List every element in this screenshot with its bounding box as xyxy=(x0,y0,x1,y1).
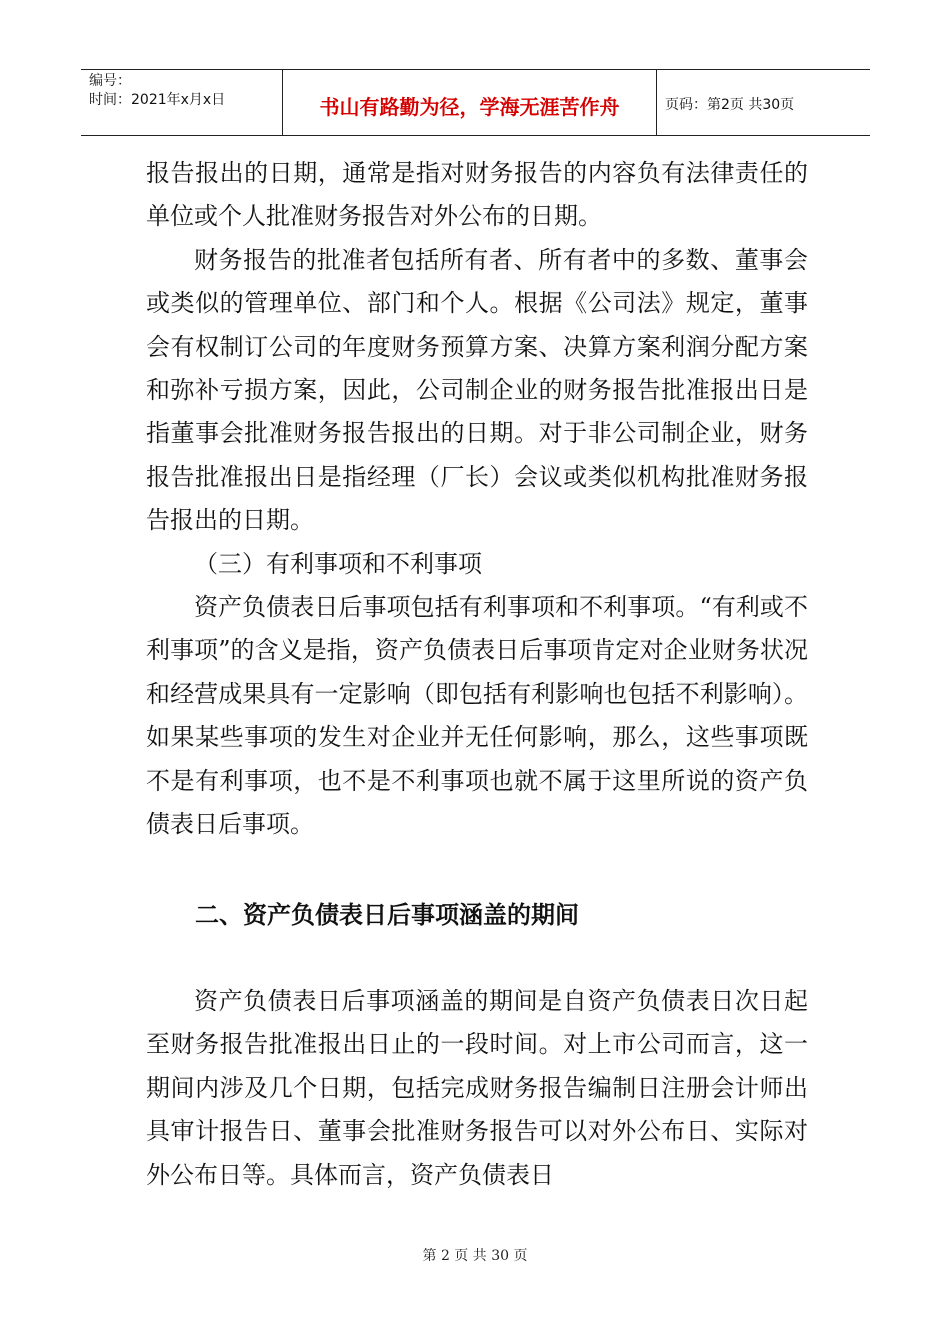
document-date: 时间：2021年x月x日 xyxy=(89,92,226,108)
header-motto: 书山有路勤为径，学海无涯苦作舟 xyxy=(282,70,657,135)
body-content-2 xyxy=(146,980,808,1197)
document-number-label: 编号： xyxy=(89,73,131,89)
section-heading: 二、资产负债表日后事项涵盖的期间 xyxy=(195,901,579,929)
page-header-table xyxy=(81,69,870,136)
header-left-cell xyxy=(81,70,282,135)
paragraph-1: 报告报出的日期，通常是指对财务报告的内容负有法律责任的单位或个人批准财务报告对外公布的日期。 xyxy=(146,159,808,231)
paragraph-3: 资产负债表日后事项包括有利事项和不利事项。“有利或不利事项”的含义是指，资产负债表日后事项肯定对企业财务状况和经营成果具有一定影响（即包括有利影响也包括不利影响）。如果某些事项的发生对企业并无任何影响，那么，这些事项既不是有利事项，也不是不利事项也就不属于这里所说的资产负债表日后事项。 xyxy=(146,593,808,839)
paragraph-2: 财务报告的批准者包括所有者、所有者中的多数、董事会或类似的管理单位、部门和个人。根据《公司法》规定，董事会有权制订公司的年度财务预算方案、决算方案利润分配方案和弥补亏损方案，因此，公司制企业的财务报告批准报出日是指董事会批准财务报告报出的日期。对于非公司制企业，财务报告批准报出日是指经理（厂长）会议或类似机构批准财务报告报出的日期。 xyxy=(146,245,808,535)
sub-heading: （三）有利事项和不利事项 xyxy=(194,549,482,578)
body-content xyxy=(146,152,808,847)
header-page-info: 页码：第2页 共30页 xyxy=(665,96,795,113)
page-footer: 第 2 页 共 30 页 xyxy=(422,1248,528,1264)
paragraph-4: 资产负债表日后事项涵盖的期间是自资产负债表日次日起至财务报告批准报出日止的一段时间。对上市公司而言，这一期间内涉及几个日期，包括完成财务报告编制日注册会计师出具审计报告日、董事会批准财务报告可以对外公布日、实际对外公布日等。具体而言，资产负债表日 xyxy=(146,987,808,1189)
